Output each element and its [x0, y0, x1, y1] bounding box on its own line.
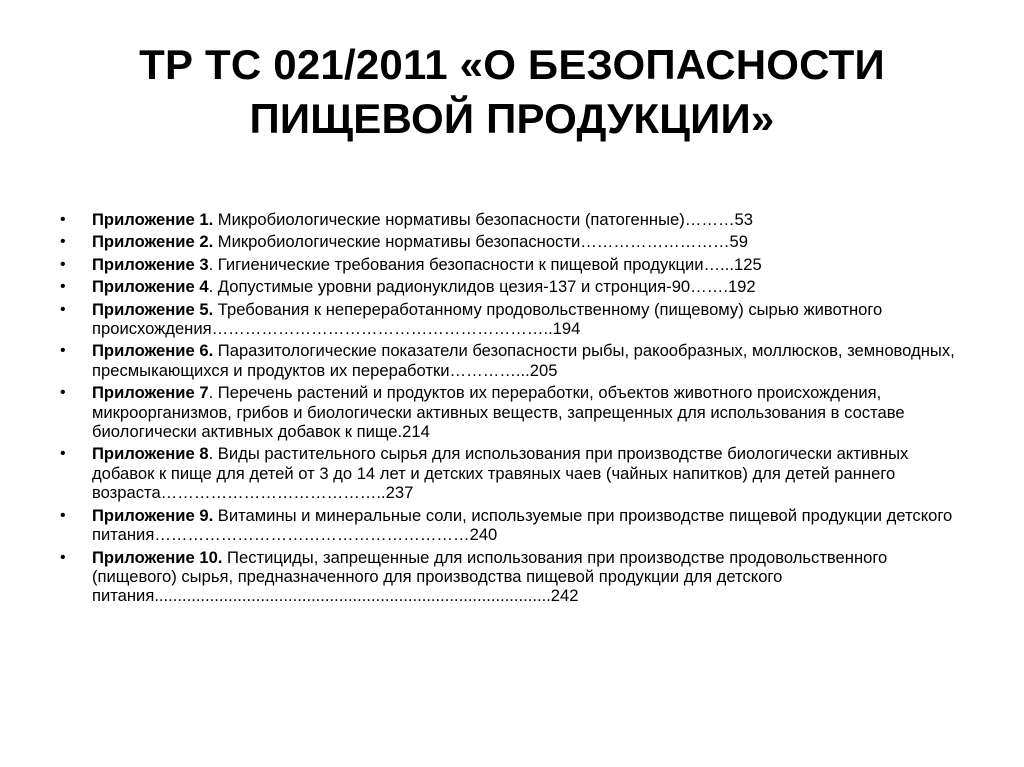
- appendix-name: Приложение 6.: [92, 341, 214, 361]
- bullet-icon: •: [60, 506, 66, 524]
- appendix-item-7: [60, 383, 960, 441]
- slide-title-line-2: ПИЩЕВОЙ ПРОДУКЦИИ»: [249, 95, 775, 142]
- appendix-item-8: [60, 444, 960, 502]
- bullet-icon: •: [60, 342, 66, 360]
- appendix-name: Приложение 1.: [92, 210, 214, 229]
- bullet-icon: •: [60, 233, 66, 251]
- appendix-item-4: [60, 277, 960, 296]
- appendix-name: Приложение 4: [92, 277, 209, 297]
- appendix-text: . Гигиенические требования безопасности к пищевой продукции…...125: [208, 254, 762, 274]
- appendix-item-9: [60, 506, 960, 545]
- appendix-name: Приложение 2.: [92, 232, 214, 252]
- appendix-name: Приложение 9.: [92, 505, 214, 525]
- appendix-name: Приложение 3: [92, 254, 209, 274]
- appendix-text: Требования к непереработанному продовольственному (пищевому) сырью животного происхождения……………………………………………………..194: [92, 299, 883, 339]
- appendix-text: Микробиологические нормативы безопасности (патогенные)………53: [213, 210, 754, 229]
- appendix-text: . Виды растительного сырья для использования при производстве биологически активных добавок к пище для детей от 3 до 14 лет и детских травяных чаев (чайных напитков) для детей раннего возраста…………………………………..237: [92, 444, 909, 503]
- appendix-item-6: [60, 341, 960, 380]
- appendix-text: Микробиологические нормативы безопасности………………………59: [213, 232, 749, 252]
- bullet-icon: •: [60, 300, 66, 318]
- appendix-text: Пестициды, запрещенные для использования при производстве продовольственного (пищевого) сырья, предназначенного для производства пищевой продукции для детского питания......................................................................................242: [92, 547, 888, 606]
- bullet-icon: •: [60, 384, 66, 402]
- appendix-item-2: [60, 232, 960, 251]
- appendix-text: . Перечень растений и продуктов их переработки, объектов животного происхождения, микроорганизмов, грибов и биологически активных веществ, запрещенных для использования в составе биологически активных добавок к пище.214: [92, 383, 905, 442]
- appendix-name: Приложение 8: [92, 444, 209, 464]
- bullet-icon: •: [60, 548, 66, 566]
- appendix-name: Приложение 7: [92, 383, 209, 403]
- appendix-item-10: [60, 548, 960, 606]
- appendix-item-3: [60, 255, 960, 274]
- appendix-text: . Допустимые уровни радионуклидов цезия-137 и стронция-90…….192: [208, 277, 756, 297]
- appendix-list: [60, 210, 960, 609]
- appendix-name: Приложение 5.: [92, 299, 214, 319]
- appendix-text: Паразитологические показатели безопасности рыбы, ракообразных, моллюсков, земноводных, пресмыкающихся и продуктов их переработки…………...205: [92, 341, 955, 380]
- appendix-name: Приложение 10.: [92, 547, 223, 567]
- appendix-item-5: [60, 300, 960, 339]
- bullet-icon: •: [60, 278, 66, 296]
- appendix-item-1: [60, 210, 960, 229]
- bullet-icon: •: [60, 445, 66, 463]
- appendix-text: Витамины и минеральные соли, используемые при производстве пищевой продукции детского питания…………………………………………………240: [92, 505, 953, 545]
- slide-title-line-1: ТР ТС 021/2011 «О БЕЗОПАСНОСТИ: [139, 41, 885, 88]
- bullet-icon: •: [60, 211, 66, 228]
- slide-title: [0, 38, 1024, 146]
- bullet-icon: •: [60, 255, 66, 273]
